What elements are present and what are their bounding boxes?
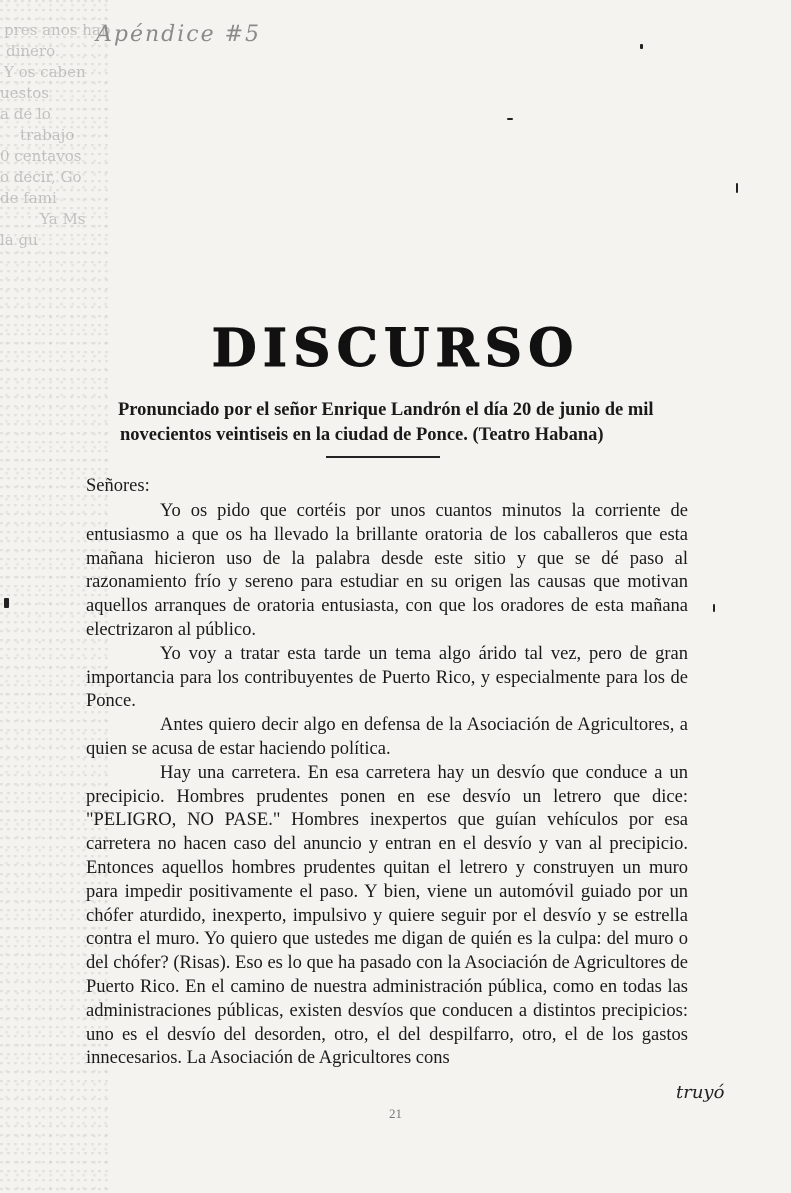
document-subtitle [118, 398, 698, 448]
scan-mark [713, 604, 715, 612]
bleed-line: trabajo [20, 126, 75, 144]
document-title: DISCURSO [211, 318, 580, 379]
bleed-line: a de lo [0, 105, 51, 123]
bleed-line: de fami [0, 189, 57, 207]
page-number: 21 [389, 1106, 402, 1121]
scan-mark [507, 118, 513, 120]
speech-body [86, 500, 688, 1071]
paragraph: Yo os pido que cortéis por unos cuantos minutos la corriente de entusiasmo a que os ha llevado la brillante oratoria de los caballeros que esta mañana hicieron uso de la palabra desde este sitio y que se dé paso al razonamiento frío y sereno para estudiar en su origen las causas que motivan aquellos arranques de oratoria entusiasta, con que los oradores de esta mañana electrizaron al público. [86, 501, 688, 640]
paragraph: Yo voy a tratar esta tarde un tema algo árido tal vez, pero de gran importancia para los contribuyentes de Puerto Rico, y especialmente para los de Ponce. [86, 643, 688, 712]
subtitle-line-2: novecientos veintiseis en la ciudad de Ponce. (Teatro Habana) [120, 425, 604, 445]
bleed-line: Ya Ms [40, 210, 86, 228]
bleed-line: dinero [6, 42, 56, 60]
salutation: Señores: [86, 476, 150, 496]
bleed-line: 0 centavos [0, 147, 82, 165]
scan-mark [4, 598, 9, 608]
bleed-line: pres anos hab [4, 21, 111, 39]
subtitle-line-1: Pronunciado por el señor Enrique Landrón el día 20 de junio de mil [118, 400, 654, 420]
bleed-line: uestos [0, 84, 49, 102]
handwritten-header: Apéndice #5 [96, 22, 262, 47]
paragraph: Hay una carretera. En esa carretera hay un desvío que conduce a un precipicio. Hombres prudentes ponen en ese desvío un letrero que dice: "PELIGRO, NO PASE." Hombres inexpertos que guían vehículos por esa carretera no hacen caso del anuncio y entran en el desvío y van al precipicio. Entonces aquellos hombres prudentes quitan el letrero y construyen un muro para impedir positivamente el paso. Y bien, viene un automóvil guiado por un chófer aturdido, inexperto, impulsivo y quiere seguir por el desvío y se estrella contra el muro. Yo quiero que ustedes me digan de quién es la culpa: del muro o del chófer? (Risas). Eso es lo que ha pasado con la Asociación de Agricultores de Puerto Rico. En el camino de nuestra administración pública, como en todas las administraciones públicas, existen desvíos que conducen a distintos precipicios: uno es el desvío del desorden, otro, el del despilfarro, otro, el de los gastos innecesarios. La Asociación de Agricultores cons [86, 762, 688, 1069]
bleed-line: la gu [0, 231, 38, 249]
paragraph: Antes quiero decir algo en defensa de la Asociación de Agricultores, a quien se acusa de estar haciendo política. [86, 715, 688, 759]
title-divider [326, 456, 440, 458]
bleed-line: o decir, Go [0, 168, 82, 186]
handwritten-margin-note: truyó [676, 1082, 725, 1103]
scan-mark [640, 44, 643, 49]
bleed-line: Y os caben [4, 63, 86, 81]
scan-mark [736, 183, 738, 193]
